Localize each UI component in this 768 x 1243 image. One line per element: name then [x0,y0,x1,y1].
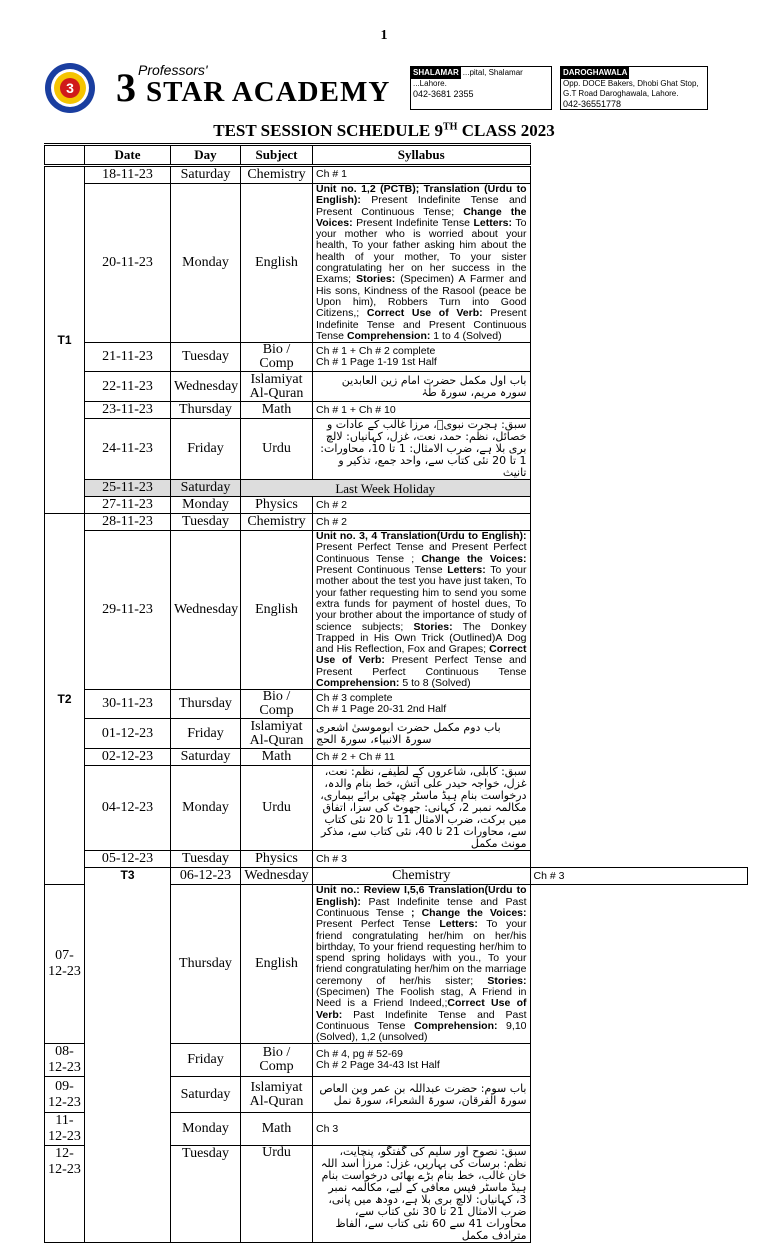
table-row [45,402,748,419]
branch-phone: 042-3681 2355 [413,89,474,99]
branch-shalamar [410,66,552,110]
syllabus-line: Ch # 2 Page 34-43 Ist Half [316,1059,440,1072]
day-cell: Monday [171,1113,241,1146]
table-row [45,497,748,514]
term-label: T3 [85,868,171,1243]
date-cell: 06-12-23 [171,868,241,885]
academy-header [44,60,714,116]
subject-cell: Islamiyat Al-Quran [241,1077,313,1113]
day-cell: Thursday [171,690,241,719]
syllabus-text: To your mother who is worried about your health, To your father asking him about the health of your mother, To your sister congratulating her on her success in the Exams; [316,216,527,286]
date-cell: 28-11-23 [85,514,171,531]
syllabus-heading: ; Change the Voices: [411,906,527,919]
syllabus-cell [313,531,531,690]
day-cell: Saturday [171,480,241,497]
date-cell: 08-12-23 [45,1044,85,1077]
term-label: T1 [45,166,85,514]
subject-cell: Islamiyat Al-Quran [241,372,313,402]
syllabus-cell: Ch # 2 [313,514,531,531]
table-row [45,690,748,719]
syllabus-text: Present Indefinite Tense and Present Continuous Tense [316,307,527,342]
term-header [45,145,85,166]
syllabus-heading: Comprehension: [346,329,431,342]
syllabus-cell [313,372,531,402]
subject-cell: Math [241,402,313,419]
branch-phone: 042-36551778 [563,99,622,109]
date-cell: 04-12-23 [85,766,171,851]
subject-cell: Bio / Comp [241,343,313,372]
syllabus-heading: Stories: [413,620,453,633]
logo-number: 3 [116,65,136,110]
day-cell: Thursday [171,402,241,419]
syllabus-header: Syllabus [313,145,531,166]
day-cell: Saturday [171,166,241,184]
table-row [45,343,748,372]
syllabus-text: Present Perfect Tense [316,918,440,931]
date-cell: 12-12-23 [45,1146,85,1243]
syllabus-text: The Donkey Trapped in His Own Trick (Outlined)A Dog and His Reflection, Fox and Grapes; [316,620,527,656]
syllabus-cell: سبق: نصوح اور سلیم کی گفتگو، پنچایت، نظم: برسات کی بہاریں، غزل: مرزا اسد اللہ خان غالب، خط بنام بڑے بھائی درخواست بنام ہیڈ ماسٹر فیس معافی کے لیے، مکالمہ نمبر 3، کہانیاں: لالچ بری بلا ہے، دودھ میں پانی، ضرب الامثال 21 تا 30 نئی کتاب سے، محاورات 41 سے 60 نئی کتاب سے، الفاظ مترادف مکمل [313,1146,531,1243]
syllabus-cell: Ch # 1 + Ch # 10 [313,402,531,419]
date-cell: 05-12-23 [85,851,171,868]
syllabus-heading: Letters: [473,216,513,229]
subject-cell: English [241,885,313,1044]
syllabus-heading: Stories: [356,273,396,286]
holiday-cell: Last Week Holiday [241,480,531,497]
header-row [45,145,748,166]
syllabus-line: سورۃ الفرقان، سورۃ الشعراء، سورۃ نمل [333,1093,527,1107]
subject-cell: Islamiyat Al-Quran [241,719,313,749]
subject-cell: Chemistry [241,166,313,184]
title-sup: TH [443,121,458,133]
date-cell: 09-12-23 [45,1077,85,1113]
syllabus-cell [313,1044,531,1077]
title-main: TEST SESSION SCHEDULE 9 [213,121,443,140]
subject-cell: Urdu [241,766,313,851]
syllabus-line: Ch # 1 Page 20-31 2nd Half [316,703,447,716]
subject-cell: Math [241,1113,313,1146]
syllabus-cell: Ch # 3 [313,851,531,868]
subject-cell: Chemistry [241,514,313,531]
syllabus-line: Ch # 3 complete [316,692,393,705]
syllabus-heading: Comprehension: [316,677,400,690]
table-row [45,419,748,480]
syllabus-text: To your mother about the test you have just taken, To your father requesting him to send you some extra funds for payment of hostel dues, To your brother about the importance of study of science subjects; [316,564,527,633]
syllabus-line: Ch # 1 Page 1-19 1st Half [316,356,437,369]
syllabus-cell: سبق: کابلی، شاعروں کے لطیفے، نظم: نعت، غزل، خواجہ حیدر علی آتش، خط بنام والدہ، درخواست بنام ہیڈ ماسٹر چھٹی برائے بیماری، مکالمہ نمبر 2، کہانی: جھوٹ کی سزا، اتفاق میں برکت، ضرب الامثال 11 تا 20 نئی کتاب سے، محاورات 21 تا 40، نئی کتاب سے، مذکر مونث مکمل [313,766,531,851]
day-header: Day [171,145,241,166]
table-row [45,766,748,851]
table-row [45,166,748,184]
date-cell: 20-11-23 [85,184,171,343]
syllabus-heading: Unit no. 3, 4 Translation(Urdu to English): [316,530,527,543]
syllabus-heading: Correct Use of Verb: [316,643,527,667]
date-cell: 07-12-23 [45,885,85,1044]
date-cell: 11-12-23 [45,1113,85,1146]
svg-text:3: 3 [66,80,74,96]
syllabus-cell [313,719,531,749]
syllabus-cell: سبق: ہجرت نبویؐ، مرزا غالب کے عادات و خصائل، نظم: حمد، نعت، غزل، کہانیاں: لالچ بری بلا ہے، ضرب الامثال: 1 تا 10، محاورات: 1 تا 20 نئی کتاب سے، واحد جمع، تذکیر و تانیث [313,419,531,480]
date-cell: 29-11-23 [85,531,171,690]
subject-cell: Urdu [241,419,313,480]
branch-name: DAROGHAWALA [563,68,628,77]
subject-cell: Chemistry [313,868,531,885]
page-number: 1 [380,28,388,43]
date-cell: 25-11-23 [85,480,171,497]
syllabus-cell: Ch # 2 [313,497,531,514]
branch-address: ...pital, Shalamar [462,68,523,77]
date-cell: 18-11-23 [85,166,171,184]
table-row [45,851,748,868]
date-cell: 27-11-23 [85,497,171,514]
document-title [0,121,768,141]
title-tail: CLASS 2023 [457,121,555,140]
syllabus-text: 9,10 (Solved), 1,2 (unsolved) [316,1019,527,1044]
day-cell: Tuesday [171,851,241,868]
syllabus-text: (Specimen) A Farmer and His sons, Kindness of the Rasool (peace be Upon him), Robbers Turn into Good Citizens,; [316,273,527,320]
day-cell: Thursday [171,885,241,1044]
day-cell: Tuesday [171,343,241,372]
subject-cell: English [241,531,313,690]
table-row [45,531,748,690]
subject-cell: Bio / Comp [241,690,313,719]
syllabus-cell: Ch 3 [313,1113,531,1146]
syllabus-cell [313,184,531,343]
table-row [45,480,748,497]
syllabus-text: (Specimen) The Foolish stag, A Friend in Need is a Friend Indeed,; [316,985,527,1010]
branch-address: Opp. DOCE Bakers, Dhobi Ghat Stop, [563,79,699,88]
branch-address: ...Lahore. [413,79,447,88]
date-cell: 30-11-23 [85,690,171,719]
day-cell: Monday [171,497,241,514]
table-row [45,184,748,343]
table-row [45,868,748,885]
logo-name: STAR ACADEMY [146,76,391,108]
syllabus-line: باب دوم مکمل حضرت ابوموسیٰ اشعری [316,720,501,734]
syllabus-cell [313,690,531,719]
syllabus-cell [313,1077,531,1113]
syllabus-text: 1 to 4 (Solved) [430,329,502,342]
syllabus-heading: Correct Use of Verb: [366,307,483,320]
day-cell: Tuesday [171,514,241,531]
syllabus-text: 5 to 8 (Solved) [399,677,471,690]
syllabus-cell: Ch # 3 [530,868,748,885]
day-cell: Friday [171,419,241,480]
date-cell: 02-12-23 [85,749,171,766]
syllabus-cell [313,885,531,1044]
syllabus-line: Ch # 4, pg # 52-69 [316,1048,403,1061]
syllabus-line: باب سوم: حضرت عبداللہ بن عمر وبن العاص [319,1081,527,1095]
schedule-table [44,143,748,1243]
syllabus-text: Present Perfect Tense and Present Perfect Continuous Tense [316,654,527,678]
syllabus-heading: Stories: [487,974,527,987]
branch-name: SHALAMAR [413,68,459,77]
syllabus-text: Past Indefinite tense and Past Continuous Tense [316,895,527,919]
syllabus-heading: Letters: [439,918,478,931]
subject-cell: English [241,184,313,343]
logo-professors: Professors' [138,62,208,78]
table-row [45,372,748,402]
academy-logo [44,62,96,114]
day-cell: Monday [171,766,241,851]
table-row [45,749,748,766]
table-row [45,719,748,749]
syllabus-text: Past Indefinite Tense and Past Continuous Tense [316,1008,527,1032]
date-cell: 24-11-23 [85,419,171,480]
day-cell: Wednesday [241,868,313,885]
day-cell: Friday [171,719,241,749]
branch-daroghawala [560,66,708,110]
date-cell: 21-11-23 [85,343,171,372]
syllabus-heading: Unit no.: Review I,5,6 Translation(Urdu to English): [316,884,527,908]
day-cell: Monday [171,184,241,343]
syllabus-line: Ch # 1 + Ch # 2 complete [316,344,436,357]
table-row [45,514,748,531]
subject-cell: Urdu [241,1146,313,1243]
branch-address: G.T Road Daroghawala, Lahore. [563,89,679,98]
syllabus-text: Present Continuous Tense [316,564,448,577]
term-label: T2 [45,514,85,885]
syllabus-cell: Ch # 2 + Ch # 11 [313,749,531,766]
date-cell: 23-11-23 [85,402,171,419]
subject-cell: Physics [241,497,313,514]
syllabus-heading: Comprehension: [414,1019,498,1032]
day-cell: Friday [171,1044,241,1077]
syllabus-cell: Ch # 1 [313,166,531,184]
syllabus-text: Present Perfect Tense and Present Perfect Continuous Tense ; [316,541,527,565]
syllabus-text: Present Indefinite Tense and Present Continuous Tense; [316,194,527,218]
subject-cell: Physics [241,851,313,868]
subject-header: Subject [241,145,313,166]
syllabus-heading: Unit no. 1,2 (PCTB); Translation (Urdu to English): [316,183,527,207]
syllabus-line: سورۃ الانبیاء، سورۃ الحج [316,732,432,746]
date-cell: 01-12-23 [85,719,171,749]
day-cell: Saturday [171,1077,241,1113]
syllabus-line: باب اول مکمل حضرت امام زین العابدین [341,373,527,387]
syllabus-line: سورہ مریم، سورۃ طٰہٰ [421,385,527,399]
day-cell: Wednesday [171,531,241,690]
syllabus-heading: Letters: [447,564,486,577]
day-cell: Wednesday [171,372,241,402]
date-header: Date [85,145,171,166]
day-cell: Saturday [171,749,241,766]
date-cell: 22-11-23 [85,372,171,402]
syllabus-heading: Correct Use of Verb: [316,997,527,1021]
subject-cell: Bio / Comp [241,1044,313,1077]
syllabus-text: To your friend congratulating her/him on her/his birthday, To your friend requesting her/him to spend spring holidays with you., To your friend congratulating her/him on the marriage ceremony of her/his sister; [316,918,527,987]
syllabus-heading: Change the Voices: [316,205,527,229]
day-cell: Tuesday [171,1146,241,1243]
syllabus-heading: Change the Voices: [421,552,527,565]
syllabus-text: Present Indefinite Tense [352,216,474,229]
subject-cell: Math [241,749,313,766]
syllabus-cell [313,343,531,372]
